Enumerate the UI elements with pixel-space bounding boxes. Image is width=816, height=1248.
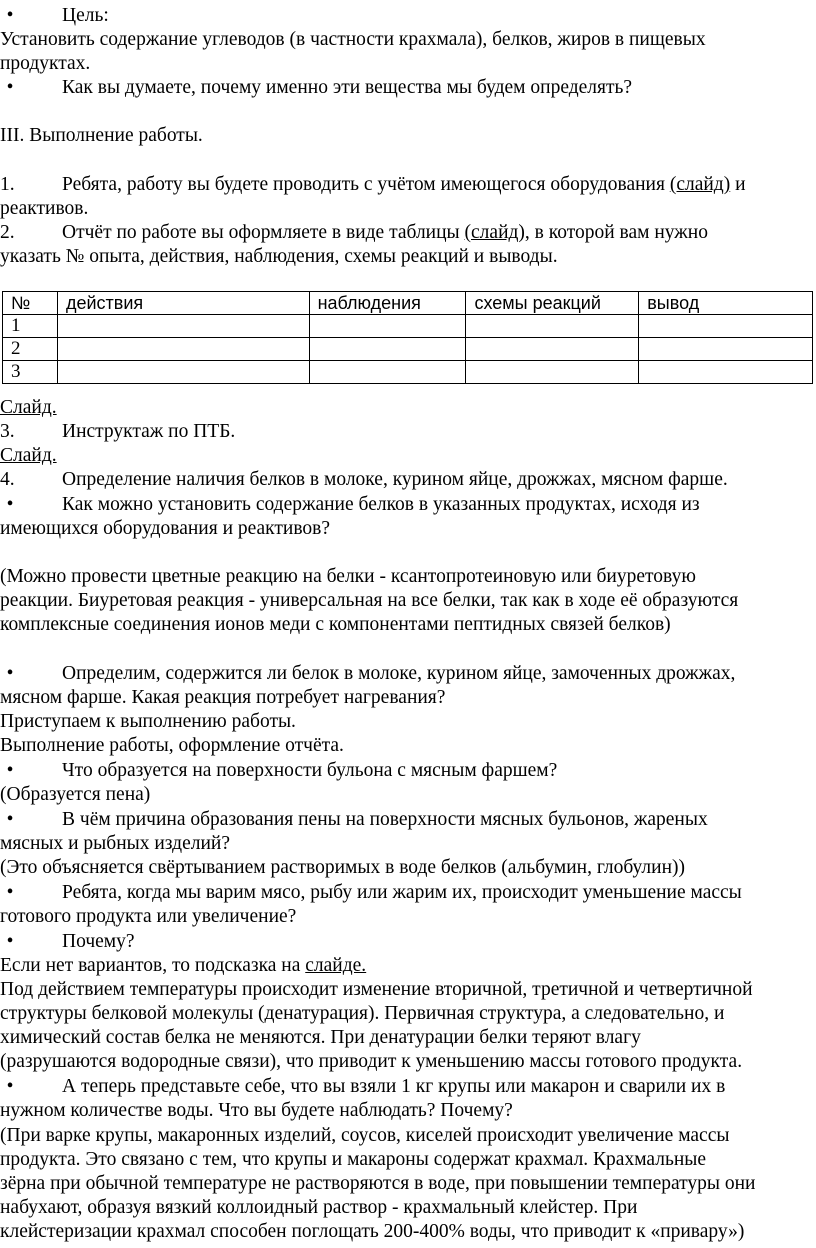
table-header-cell: наблюдения: [309, 292, 466, 315]
table-row: [3, 315, 813, 338]
slide-link: Слайд.: [0, 445, 57, 466]
table-row: [3, 338, 813, 361]
item-text: [62, 173, 746, 197]
table-cell: [466, 315, 639, 338]
table-cell: [309, 315, 466, 338]
item-text-part: и: [730, 174, 746, 195]
bullet-icon: •: [6, 77, 14, 98]
item-number: 3.: [0, 421, 15, 442]
bullet-icon: •: [6, 5, 14, 26]
text-line: мясных и рыбных изделий?: [0, 833, 230, 854]
slide-link: (слайд),: [464, 222, 530, 243]
question-text: Как можно установить содержание белков в указанных продуктах, исходя из: [62, 494, 700, 515]
table-cell: [639, 361, 813, 384]
item-text-part: Отчёт по работе вы оформляете в виде таблицы: [62, 222, 465, 243]
table-cell: [309, 361, 466, 384]
table-cell: [57, 361, 309, 384]
table-cell: 3: [3, 361, 58, 384]
goal-heading: Цель:: [62, 5, 109, 26]
table-cell: 1: [3, 315, 58, 338]
question-text: Что образуется на поверхности бульона с мясным фаршем?: [62, 760, 558, 781]
text-line: комплексные соединения ионов меди с компонентами пептидных связей белков): [0, 614, 671, 635]
text-line: (При варке крупы, макаронных изделий, соусов, киселей происходит увеличение массы: [0, 1125, 730, 1146]
text-line: продуктах.: [0, 53, 91, 74]
text-line: зёрна при обычной температуре не растворяются в воде, при повышении температуры они: [0, 1173, 756, 1194]
text-line: (Это объясняется свёртыванием растворимых в воде белков (альбумин, глобулин)): [0, 857, 685, 878]
text-line: мясном фарше. Какая реакция потребует нагревания?: [0, 687, 446, 708]
text-line: набухают, образуя вязкий коллоидный раствор - крахмальный клейстер. При: [0, 1197, 638, 1218]
table-cell: [466, 361, 639, 384]
table-header-cell: вывод: [639, 292, 813, 315]
text-line: Установить содержание углеводов (в частности крахмала), белков, жиров в пищевых: [0, 29, 706, 50]
report-table: [2, 291, 813, 384]
question-text: А теперь представьте себе, что вы взяли 1 кг крупы или макарон и сварили их в: [62, 1076, 726, 1097]
table-cell: [639, 338, 813, 361]
bullet-icon: •: [6, 760, 14, 781]
text-line: (Можно провести цветные реакцию на белки - ксантопротеиновую или биуретовую: [0, 566, 696, 587]
bullet-icon: •: [6, 663, 14, 684]
text-line: химический состав белка не меняются. При денатурации белки теряют влагу: [0, 1027, 641, 1048]
text-part: Если нет вариантов, то подсказка на: [0, 955, 306, 976]
table-header-cell: №: [3, 292, 58, 315]
table-header-cell: схемы реакций: [466, 292, 639, 315]
bullet-icon: •: [6, 1076, 14, 1097]
item-number: 4.: [0, 469, 15, 490]
text-line: нужном количестве воды. Что вы будете наблюдать? Почему?: [0, 1100, 513, 1121]
item-number: 2.: [0, 222, 15, 243]
text-line: клейстеризации крахмал способен поглощать 200-400% воды, что приводит к «привару»): [0, 1221, 745, 1242]
question-text: Ребята, когда мы варим мясо, рыбу или жарим их, происходит уменьшение массы: [62, 882, 742, 903]
slide-link: слайде.: [305, 955, 367, 976]
table-cell: [309, 338, 466, 361]
bullet-icon: •: [6, 882, 14, 903]
question-text: В чём причина образования пены на поверхности мясных бульонов, жареных: [62, 809, 708, 830]
item-text-part: в которой вам нужно: [529, 222, 708, 243]
table-cell: [57, 315, 309, 338]
bullet-icon: •: [6, 809, 14, 830]
bullet-icon: •: [6, 931, 14, 952]
bullet-icon: •: [6, 494, 14, 515]
section-heading: III. Выполнение работы.: [0, 125, 203, 146]
text-line: реакции. Биуретовая реакция - универсальная на все белки, так как в ходе её образуются: [0, 590, 739, 611]
item-text-part: Ребята, работу вы будете проводить с учётом имеющегося оборудования: [62, 174, 670, 195]
slide-link: (слайд): [669, 174, 731, 195]
table-cell: [466, 338, 639, 361]
text-line: имеющихся оборудования и реактивов?: [0, 518, 331, 539]
question-text: Почему?: [62, 931, 135, 952]
text-line: (разрушаются водородные связи), что приводит к уменьшению массы готового продукта.: [0, 1051, 743, 1072]
question-text: Как вы думаете, почему именно эти вещества мы будем определять?: [62, 77, 633, 98]
slide-link: Слайд.: [0, 397, 57, 418]
item-text: [62, 221, 708, 245]
text-line: Приступаем к выполнению работы.: [0, 711, 296, 732]
table-row: [3, 361, 813, 384]
table-header-row: [3, 292, 813, 315]
text-line: Выполнение работы, оформление отчёта.: [0, 735, 344, 756]
table-cell: 2: [3, 338, 58, 361]
table-cell: [639, 315, 813, 338]
text-line: (Образуется пена): [0, 784, 151, 805]
text-line: Под действием температуры происходит изменение вторичной, третичной и четвертичной: [0, 979, 753, 1000]
item-text: Инструктаж по ПТБ.: [62, 421, 236, 442]
text-line: [0, 954, 366, 978]
text-line: готового продукта или увеличение?: [0, 906, 297, 927]
question-text: Определим, содержится ли белок в молоке, курином яйце, замоченных дрожжах,: [62, 663, 736, 684]
text-line: указать № опыта, действия, наблюдения, схемы реакций и выводы.: [0, 246, 558, 267]
item-text: Определение наличия белков в молоке, курином яйце, дрожжах, мясном фарше.: [62, 469, 728, 490]
item-number: 1.: [0, 174, 15, 195]
table-header-cell: действия: [57, 292, 309, 315]
text-line: структуры белковой молекулы (денатурация). Первичная структура, а следовательно, и: [0, 1003, 725, 1024]
text-line: реактивов.: [0, 198, 89, 219]
text-line: продукта. Это связано с тем, что крупы и макароны содержат крахмал. Крахмальные: [0, 1149, 707, 1170]
table-cell: [57, 338, 309, 361]
